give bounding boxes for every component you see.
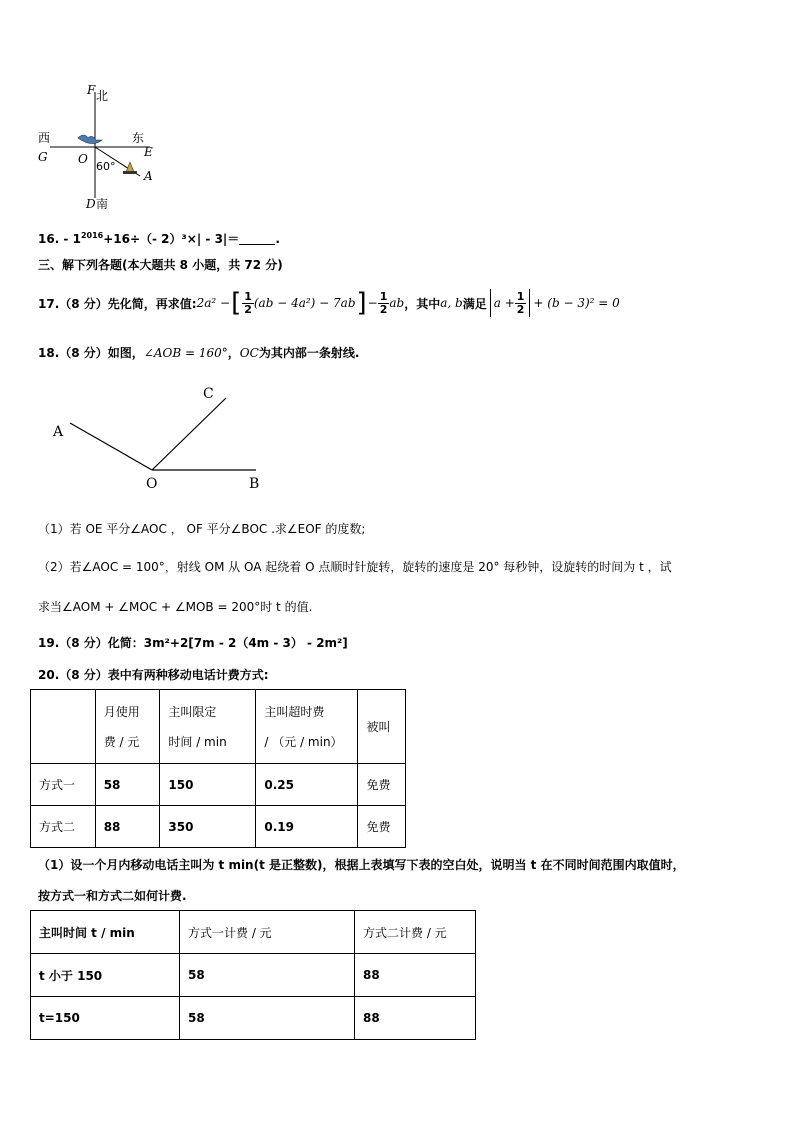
- row-label: 方式一: [31, 764, 96, 806]
- ray-oc: [152, 398, 226, 470]
- q17-inner: (ab − 4a²) − 7ab: [253, 296, 356, 310]
- question-20-title: 20.（8 分）表中有两种移动电话计费方式:: [38, 668, 269, 682]
- cell-limit: 150: [160, 764, 256, 806]
- cell-plan2: 88: [355, 997, 476, 1040]
- q17-expr1: 2a² −: [196, 296, 231, 310]
- q16-text: 16. - 1: [38, 232, 81, 246]
- cell-fee: 88: [95, 806, 160, 848]
- angle-aob-figure: [40, 378, 280, 498]
- q17-prefix: 17.（8 分）先化简，再求值:: [38, 296, 197, 311]
- q18-sep: ，: [227, 346, 240, 360]
- question-18: [38, 344, 359, 361]
- q17-frac-half-3: $\frac{1}{2}$: [516, 289, 525, 316]
- table-row: [31, 997, 476, 1040]
- q16-rest: +16÷（- 2）³×| - 3|＝: [103, 232, 240, 246]
- q17-cond-mid: 满足: [462, 296, 487, 311]
- header-call-time: 主叫时间 t / min: [31, 911, 180, 954]
- label-A: A: [144, 169, 153, 183]
- q20-part1-line1: （1）设一个月内移动电话主叫为 t min(t 是正整数)，根据上表填写下表的空白处，说明当 t 在不同时间范围内取值时，: [38, 858, 685, 872]
- cell-fee: 58: [95, 764, 160, 806]
- table-header-row: [31, 911, 476, 954]
- q17-cond-pre: ，其中: [404, 296, 441, 311]
- header-cell-limit: 主叫限定 时间 / min: [160, 690, 256, 764]
- q18-oc: OC: [239, 346, 259, 360]
- label-west: 西: [38, 131, 51, 145]
- q16-end: .: [275, 232, 280, 246]
- header-cell-overtime: 主叫超时费 / （元 / min）: [256, 690, 358, 764]
- section-3-heading: 三、解下列各题(本大题共 8 小题，共 72 分): [38, 258, 283, 272]
- q17-abs-inner: a +: [493, 296, 515, 310]
- q18-suffix: 为其内部一条射线.: [258, 346, 360, 360]
- label-C: C: [203, 386, 214, 402]
- cell-overtime: 0.25: [256, 764, 358, 806]
- label-B: B: [249, 476, 260, 492]
- question-17: 17.（8 分）先化简，再求值: 2a² − [ $\frac{1}{2}$ (ab − 4a²) − 7ab ] − $\frac{1}{2}$ ab ，其中 a, b 满足 a + $\frac{1}{2}$ + (b − 3)² = 0: [38, 288, 620, 318]
- cell-limit: 350: [160, 806, 256, 848]
- header-plan2: 方式二计费 / 元: [355, 911, 476, 954]
- q18-part1: （1）若 OE 平分∠AOC ， OF 平分∠BOC .求∠EOF 的度数;: [38, 522, 366, 536]
- label-O: O: [78, 152, 88, 166]
- header-plan1: 方式一计费 / 元: [180, 911, 355, 954]
- q16-answer-blank: [239, 232, 275, 245]
- q20-part1-line2: 按方式一和方式二如何计费.: [38, 889, 187, 903]
- billing-calc-table: [30, 910, 476, 1040]
- q16-exp: 2016: [80, 231, 104, 240]
- header-cell-empty: [31, 690, 96, 764]
- cell-plan1: 58: [180, 997, 355, 1040]
- header-cell-called: 被叫: [358, 690, 406, 764]
- cell-call-time: t 小于 150: [31, 954, 180, 997]
- label-A: A: [53, 424, 64, 440]
- cell-called: 免费: [358, 806, 406, 848]
- q17-expr2: −: [367, 296, 378, 310]
- q17-expr3: ab: [389, 296, 405, 310]
- q17-frac-half: $\frac{1}{2}$: [244, 289, 252, 316]
- table-row: [31, 954, 476, 997]
- cell-plan1: 58: [180, 954, 355, 997]
- cell-overtime: 0.19: [256, 806, 358, 848]
- lighthouse-icon: [126, 162, 134, 172]
- row-label: 方式二: [31, 806, 96, 848]
- label-angle: 60°: [96, 160, 116, 173]
- cell-plan2: 88: [355, 954, 476, 997]
- table-row: [31, 764, 406, 806]
- compass-figure: [30, 80, 170, 215]
- question-19: 19.（8 分）化简：3m²+2[7m - 2（4m - 3） - 2m²]: [38, 636, 348, 650]
- table-row: [31, 806, 406, 848]
- ray-oa: [70, 423, 152, 470]
- label-north: 北: [96, 89, 109, 103]
- cell-called: 免费: [358, 764, 406, 806]
- q18-part2: （2）若∠AOC = 100°，射线 OM 从 OA 起绕着 O 点顺时针旋转，旋转的速度是 20° 每秒钟，设旋转的时间为 t ，试: [38, 560, 672, 574]
- q18-prefix: 18.（8 分）如图，: [38, 346, 144, 360]
- label-F: F: [87, 83, 96, 97]
- q18-part3: 求当∠AOM + ∠MOC + ∠MOB = 200°时 t 的值.: [38, 600, 313, 614]
- q17-vars: a, b: [440, 296, 463, 310]
- q18-angle: ∠AOB = 160°: [143, 346, 228, 360]
- label-O: O: [146, 476, 158, 492]
- label-E: E: [144, 145, 153, 159]
- label-D: D: [86, 197, 96, 211]
- question-16: [38, 230, 280, 247]
- label-south: 南: [96, 197, 109, 211]
- billing-table: [30, 689, 406, 848]
- q17-frac-half-2: $\frac{1}{2}$: [379, 289, 388, 316]
- cell-call-time: t=150: [31, 997, 180, 1040]
- q17-tail: + (b − 3)² = 0: [533, 296, 620, 310]
- table-header-row: [31, 690, 406, 764]
- header-cell-fee: 月使用 费 / 元: [95, 690, 160, 764]
- ship-icon: [78, 135, 102, 144]
- label-east: 东: [132, 131, 145, 145]
- label-G: G: [38, 150, 48, 164]
